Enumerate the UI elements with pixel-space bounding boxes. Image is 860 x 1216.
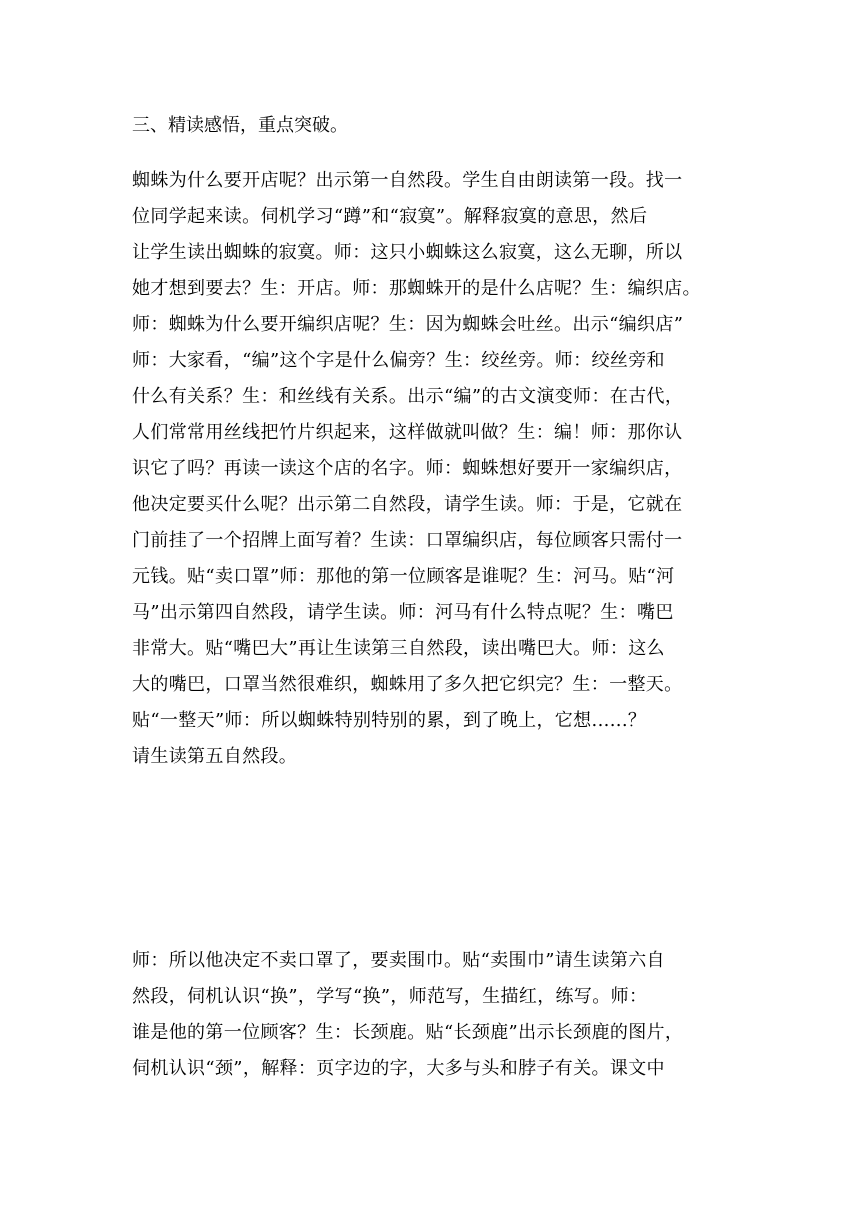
- section-heading: 三、精读感悟，重点突破。: [132, 115, 348, 136]
- text-line: 她才想到要去？生：开店。师：那蜘蛛开的是什么店呢？生：编织店。: [132, 278, 701, 299]
- text-line: 非常大。贴“嘴巴大”再让生读第三自然段，读出嘴巴大。师：这么: [132, 638, 665, 659]
- text-line: 贴“一整天”师：所以蜘蛛特别特别的累，到了晚上，它想......？: [132, 710, 647, 731]
- paragraph-1: [132, 163, 752, 775]
- text-line: 什么有关系？生：和丝线有关系。出示“编”的古文演变师：在古代，: [132, 386, 684, 407]
- text-line: 元钱。贴“卖口罩”师：那他的第一位顾客是谁呢？生：河马。贴“河: [132, 566, 675, 587]
- text-line: 谁是他的第一位顾客？生：长颈鹿。贴“长颈鹿”出示长颈鹿的图片，: [132, 1022, 684, 1043]
- text-line: 门前挂了一个招牌上面写着？生读：口罩编织店，每位顾客只需付一: [132, 530, 683, 551]
- text-line: 大的嘴巴，口罩当然很难织，蜘蛛用了多久把它织完？生：一整天。: [132, 674, 683, 695]
- text-line: 然段，伺机认识“换”，学写“换”，师范写，生描红，练写。师：: [132, 986, 648, 1007]
- text-line: 伺机认识“颈”，解释：页字边的字，大多与头和脖子有关。课文中: [132, 1058, 665, 1079]
- text-line: 蜘蛛为什么要开店呢？出示第一自然段。学生自由朗读第一段。找一: [132, 170, 683, 191]
- text-line: 请生读第五自然段。: [132, 746, 298, 767]
- text-line: 人们常常用丝线把竹片织起来，这样做就叫做？生：编！师：那你认: [132, 422, 683, 443]
- text-line: 师：大家看，“编”这个字是什么偏旁？生：绞丝旁。师：绞丝旁和: [132, 350, 665, 371]
- text-line: 马”出示第四自然段，请学生读。师：河马有什么特点呢？生：嘴巴: [132, 602, 674, 623]
- text-line: 让学生读出蜘蛛的寂寞。师：这只小蜘蛛这么寂寞，这么无聊，所以: [132, 242, 683, 263]
- text-line: 识它了吗？再读一读这个店的名字。师：蜘蛛想好要开一家编织店，: [132, 458, 683, 479]
- paragraph-2: [132, 943, 752, 1087]
- text-line: 他决定要买什么呢？出示第二自然段，请学生读。师：于是，它就在: [132, 494, 683, 515]
- text-line: 师：所以他决定不卖口罩了，要卖围巾。贴“卖围巾”请生读第六自: [132, 950, 665, 971]
- text-line: 位同学起来读。伺机学习“蹲”和“寂寞”。解释寂寞的意思，然后: [132, 206, 648, 227]
- text-line: 师：蜘蛛为什么要开编织店呢？生：因为蜘蛛会吐丝。出示“编织店”: [132, 314, 684, 335]
